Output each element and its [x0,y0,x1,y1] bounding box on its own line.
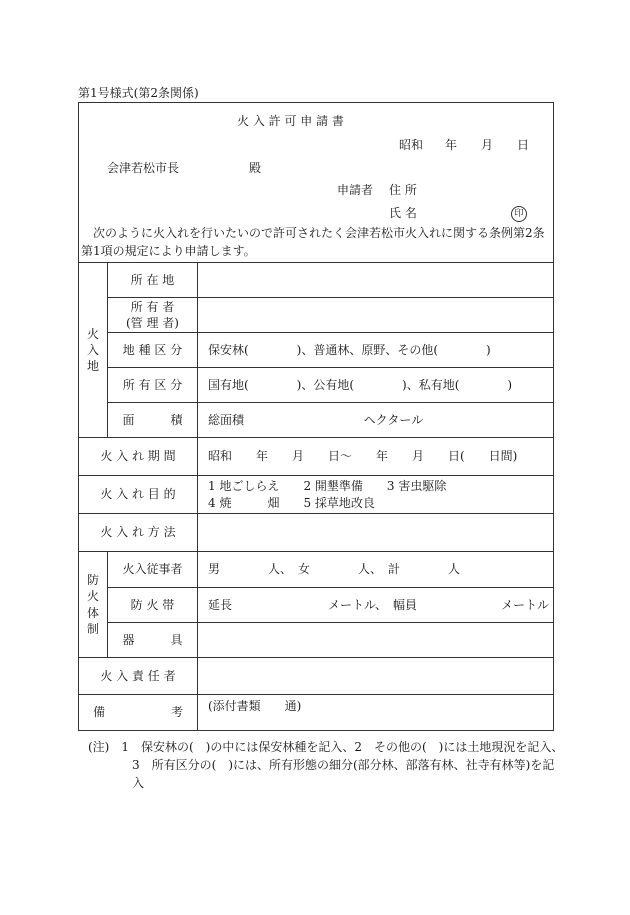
workers-label: 火入従事者 [108,552,198,588]
responsible-field[interactable] [198,658,554,695]
owner-label-cell [108,298,198,333]
fire-prevention-group-cell [79,552,108,658]
land-group-cell [79,263,108,438]
area-unit: ヘクタール [363,412,424,427]
intro-line-1: 次のように火入れを行いたいので許可されたく会津若松市火入れに関する条例第2条 [93,226,545,240]
purpose-line-2: 4 焼 畑 5 採草地改良 [208,495,375,510]
method-label: 火 入 れ 方 法 [79,514,198,552]
note-line-1: (注) 1 保安林の( )の中には保安林種を記入、2 その他の( )には土地現況を記入、 [88,740,564,754]
remarks-label-cell [79,695,198,731]
area-total-label: 総面積 [208,412,245,427]
land-group-char-3: 地 [86,359,99,374]
method-field[interactable] [198,514,554,552]
note-line-2: 3 所有区分の( )には、所有形態の細分(部分林、部落有林、社寺有林等)を記 [132,758,555,772]
form-number-label: 第1号様式(第2条関係) [78,86,199,100]
applicant-address-label: 住 所 [389,183,417,197]
land-type-label: 地 種 区 分 [108,333,198,368]
fire-group-char-4: 制 [86,621,99,636]
ownership-label: 所 有 区 分 [108,368,198,403]
ownership-value[interactable]: 国有地( )、公有地( )、私有地( ) [198,368,554,403]
notes [88,738,563,792]
owner-field[interactable] [198,298,554,333]
note-line-3: 入 [132,776,145,790]
applicant-name-label: 氏 名 [389,206,417,220]
area-label: 面 積 [108,403,198,438]
seal-icon: 印 [511,206,527,222]
land-type-value[interactable]: 保安林( )、普通林、原野、その他( ) [198,333,554,368]
purpose-field[interactable] [198,476,554,514]
firebreak-value[interactable]: 延長 メートル、 幅員 メートル [198,588,554,623]
fire-group-char-1: 防 [86,573,99,588]
seal-mark [511,206,527,222]
land-group-char-2: 入 [86,342,99,357]
area-field[interactable] [198,403,554,438]
responsible-label: 火 入 責 任 者 [79,658,198,695]
form-header [78,102,554,262]
workers-value[interactable]: 男 人、 女 人、 計 人 [198,552,554,588]
equipment-label: 器 具 [108,623,198,658]
date-era: 昭和 [399,138,424,152]
location-field[interactable] [198,263,554,298]
location-label: 所 在 地 [108,263,198,298]
period-value[interactable]: 昭和 年 月 日〜 年 月 日( 日間) [198,438,554,476]
remarks-label-left: 備 [93,705,106,720]
period-label: 火 入 れ 期 間 [79,438,198,476]
owner-label: 所 有 者 [130,299,175,314]
remarks-value[interactable]: (添付書類 通) [198,695,554,731]
purpose-label: 火 入 れ 目 的 [79,476,198,514]
applicant-label: 申請者 [337,183,374,197]
firebreak-label: 防 火 帯 [108,588,198,623]
form-title: 火 入 許 可 申 請 書 [237,114,344,128]
manager-label: (管 理 者) [126,316,179,330]
addressee-honorific: 殿 [249,161,262,175]
date-year: 年 [445,138,458,152]
fire-group-char-3: 体 [86,605,99,620]
addressee-name: 会津若松市長 [107,161,180,175]
fire-group-char-2: 火 [86,589,99,604]
remarks-label-right: 考 [170,705,183,720]
date-day: 日 [517,138,530,152]
equipment-field[interactable] [198,623,554,658]
land-group-char-1: 火 [86,326,99,341]
application-table [78,262,554,731]
date-month: 月 [481,138,494,152]
intro-line-2: 第1項の規定により申請します。 [81,244,256,258]
purpose-line-1: 1 地ごしらえ 2 開墾準備 3 害虫駆除 [208,479,447,494]
